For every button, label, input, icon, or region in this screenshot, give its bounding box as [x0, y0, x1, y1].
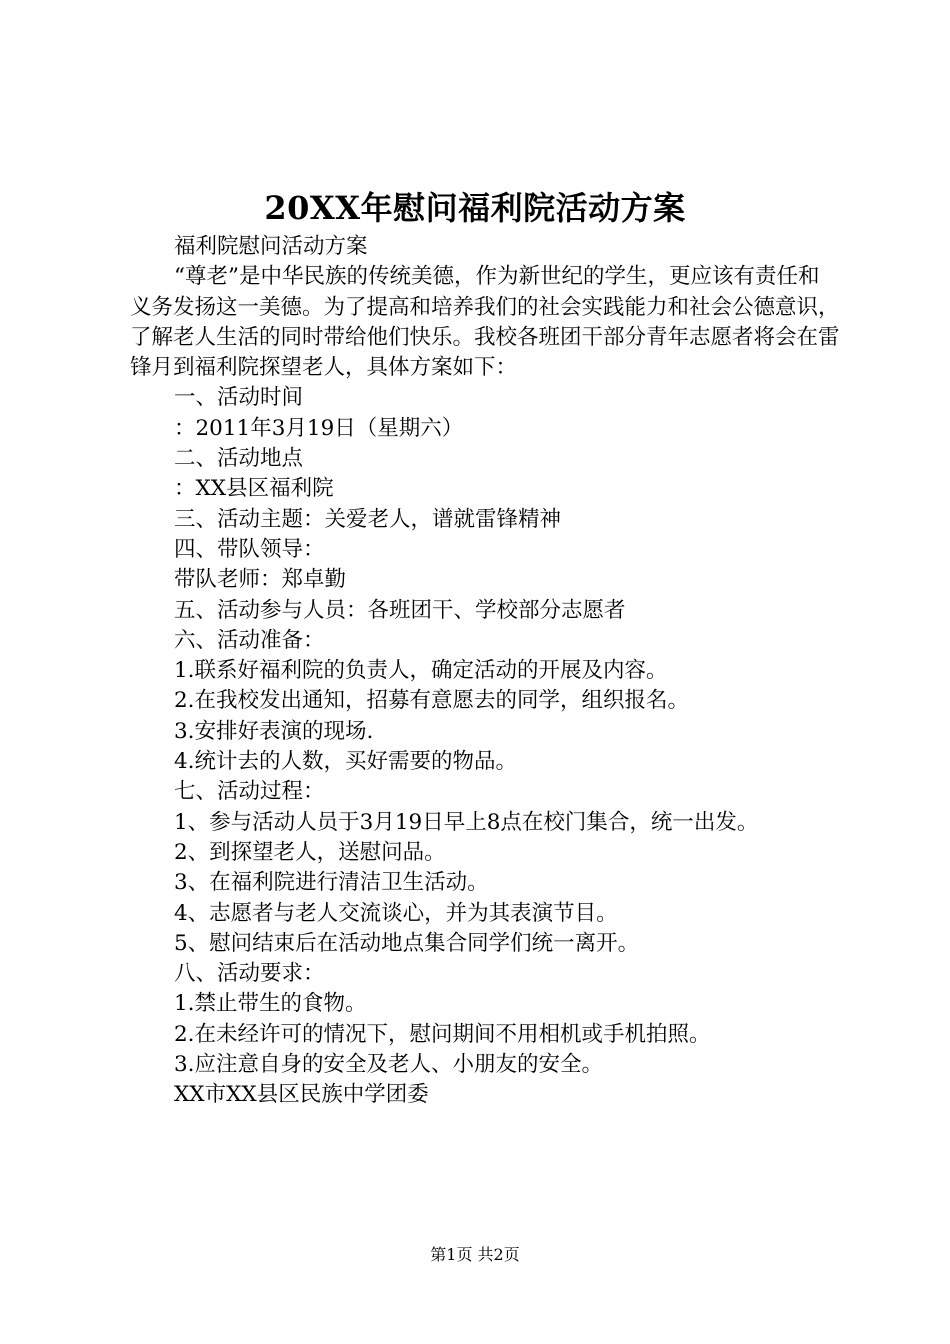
section-heading-preparation: 六、活动准备： [174, 627, 325, 653]
section-theme: 三、活动主题：关爱老人，谱就雷锋精神 [174, 506, 562, 532]
list-item: 2.在未经许可的情况下，慰问期间不用相机或手机拍照。 [174, 1021, 711, 1047]
list-item: 1.联系好福利院的负责人，确定活动的开展及内容。 [174, 658, 668, 684]
subtitle-paragraph: 福利院慰问活动方案 [174, 234, 368, 259]
activity-location: ：XX县区福利院 [174, 476, 334, 502]
activity-time: ：2011年3月19日（星期六） [174, 415, 464, 441]
document-body [130, 232, 840, 1111]
list-item: 2、到探望老人，送慰问品。 [174, 839, 446, 865]
leader-teacher: 带队老师：郑卓勤 [174, 567, 347, 593]
list-item: 1、参与活动人员于3月19日早上8点在校门集合，统一出发。 [174, 809, 759, 835]
intro-paragraph: “尊老”是中华民族的传统美德，作为新世纪的学生，更应该有责任和义务发扬这一美德。为了提高和培养我们的社会实践能力和社会公德意识，了解老人生活的同时带给他们快乐。我校各班团干部分青年志愿者将会在雷锋月到福利院探望老人，具体方案如下： [130, 264, 840, 381]
list-item: 4.统计去的人数，买好需要的物品。 [174, 749, 518, 775]
page-number: 第1页 共2页 [430, 1245, 520, 1264]
list-item: 3.安排好表演的现场. [174, 718, 374, 744]
list-item: 5、慰问结束后在活动地点集合同学们统一离开。 [174, 930, 640, 956]
document-title: 20XX年慰问福利院活动方案 [264, 189, 686, 227]
list-item: 3、在福利院进行清洁卫生活动。 [174, 870, 489, 896]
list-item: 2.在我校发出通知，招募有意愿去的同学，组织报名。 [174, 688, 690, 714]
list-item: 1.禁止带生的食物。 [174, 991, 367, 1017]
section-participants: 五、活动参与人员：各班团干、学校部分志愿者 [174, 597, 626, 623]
list-item: 3.应注意自身的安全及老人、小朋友的安全。 [174, 1052, 604, 1078]
section-heading-process: 七、活动过程： [174, 779, 325, 805]
section-heading-location: 二、活动地点 [174, 446, 304, 472]
section-heading-requirements: 八、活动要求： [174, 961, 325, 987]
section-heading-leaders: 四、带队领导： [174, 536, 325, 562]
section-heading-time: 一、活动时间 [174, 385, 304, 411]
list-item: 4、志愿者与老人交流谈心，并为其表演节目。 [174, 900, 618, 926]
signature-organization: XX市XX县区民族中学团委 [174, 1082, 429, 1108]
